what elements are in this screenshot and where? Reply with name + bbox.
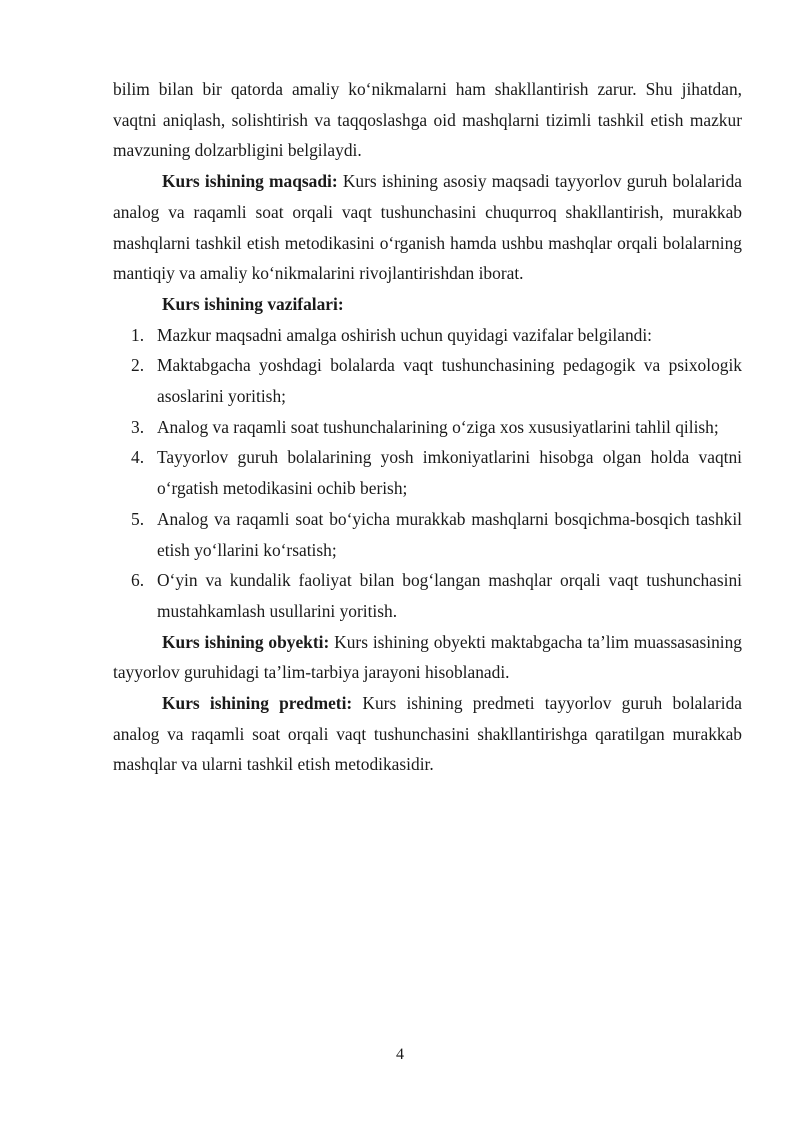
- object-text: Kurs ishining obyekti maktabgacha ta’lim muassasasining tayyorlov guruhidagi ta’lim-tarbiya jarayoni hisoblanadi.: [113, 631, 742, 683]
- goal-label: Kurs ishining maqsadi:: [162, 171, 338, 192]
- list-item-number: 5.: [131, 508, 145, 529]
- subject-label: Kurs ishining predmeti:: [162, 693, 353, 714]
- intro-paragraph: bilim bilan bir qatorda amaliy ko‘nikmalarni ham shakllantirish zarur. Shu jihatdan, vaqtni aniqlash, solishtirish va taqqoslashga oid mashqlarni tizimli tashkil etish mazkur mavzuning dolzarbligini belgilaydi.: [113, 79, 742, 161]
- page-number: 4: [396, 1046, 404, 1063]
- list-item-text: Analog va raqamli soat tushunchalarining o‘ziga xos xususiyatlarini tahlil qilish;: [157, 416, 719, 437]
- list-item: [113, 412, 742, 443]
- list-item: [113, 320, 742, 351]
- subject-text: Kurs ishining predmeti tayyorlov guruh bolalarida analog va raqamli soat orqali vaqt tushunchasini shakllantirishga qaratilgan murakkab mashqlar va ularni tashkil etish metodikasidir.: [113, 693, 742, 775]
- list-item-number: 6.: [131, 570, 145, 591]
- document-page: [113, 74, 742, 780]
- list-item: [113, 504, 742, 565]
- list-item-text: Maktabgacha yoshdagi bolalarda vaqt tushunchasining pedagogik va psixologik asoslarini yoritish;: [157, 355, 742, 407]
- list-item-number: 4.: [131, 447, 145, 468]
- tasks-list: [113, 320, 742, 627]
- list-item-text: Tayyorlov guruh bolalarining yosh imkoniyatlarini hisobga olgan holda vaqtni o‘rgatish metodikasini ochib berish;: [157, 447, 742, 499]
- list-item: [113, 442, 742, 503]
- list-item: [113, 350, 742, 411]
- goal-paragraph: [113, 166, 742, 289]
- object-label: Kurs ishining obyekti:: [162, 631, 330, 652]
- subject-paragraph: [113, 688, 742, 780]
- list-item: [113, 565, 742, 626]
- list-item-number: 3.: [131, 416, 145, 437]
- tasks-heading: Kurs ishining vazifalari:: [162, 293, 344, 314]
- list-item-text: O‘yin va kundalik faoliyat bilan bog‘langan mashqlar orqali vaqt tushunchasini mustahkamlash usullarini yoritish.: [157, 570, 742, 621]
- goal-text: Kurs ishining asosiy maqsadi tayyorlov guruh bolalarida analog va raqamli soat orqali vaqt tushunchasini chuqurroq shakllantirish, murakkab mashqlarni tashkil etish metodikasini o‘rganish hamda ushbu mashqlar orqali bolalarning mantiqiy va amaliy ko‘nikmalarini rivojlantirishdan iborat.: [113, 171, 742, 284]
- list-item-text: Analog va raqamli soat bo‘yicha murakkab mashqlarni bosqichma-bosqich tashkil etish yo‘llarini ko‘rsatish;: [157, 508, 742, 560]
- object-paragraph: [113, 627, 742, 688]
- list-item-number: 2.: [131, 355, 145, 376]
- list-item-number: 1.: [131, 324, 145, 345]
- list-item-text: Mazkur maqsadni amalga oshirish uchun quyidagi vazifalar belgilandi:: [157, 324, 653, 345]
